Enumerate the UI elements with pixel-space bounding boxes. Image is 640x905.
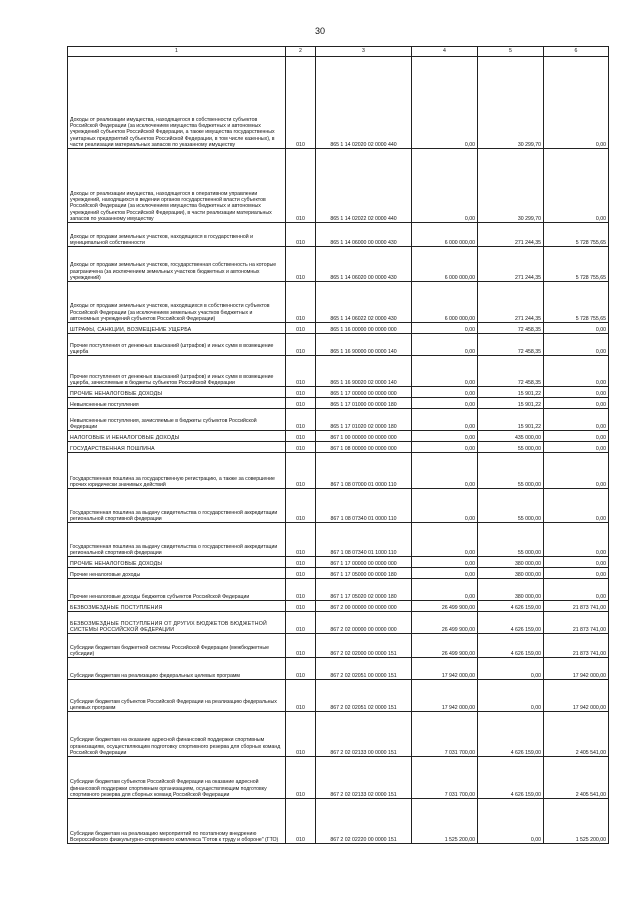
row-code: 010 [286, 57, 316, 149]
row-name: Субсидии бюджетам бюджетной системы Российской Федерации (межбюджетные субсидии) [68, 634, 286, 658]
row-unexecuted-amount: 17 942 000,00 [544, 658, 609, 680]
row-executed-amount: 380 000,00 [478, 579, 544, 601]
row-name: Прочие поступления от денежных взысканий (штрафов) и иных сумм в возмещение ущерба [68, 334, 286, 356]
row-name: Доходы от реализации имущества, находящегося в собственности субъектов Российской Федерации (за исключением имущества бюджетных и автономных учреждений субъектов Российской Федерации, а также имущества государственных унитарных предприятий субъектов Российской Федерации, в том числе казенных), в части реализации материальных запасов по указанному имуществу [68, 57, 286, 149]
row-approved-amount: 0,00 [412, 356, 478, 387]
row-executed-amount: 271 244,35 [478, 282, 544, 323]
table-row [68, 247, 609, 282]
row-unexecuted-amount: 0,00 [544, 523, 609, 557]
row-code: 010 [286, 334, 316, 356]
table-row [68, 680, 609, 712]
row-unexecuted-amount: 0,00 [544, 398, 609, 409]
table-row [68, 557, 609, 568]
row-unexecuted-amount: 0,00 [544, 568, 609, 579]
row-code: 010 [286, 247, 316, 282]
page-number: 30 [314, 26, 325, 36]
row-name: Невыясненные поступления [68, 398, 286, 409]
row-budget-code: 865 1 14 06022 02 0000 430 [316, 282, 412, 323]
row-budget-code: 867 1 08 00000 00 0000 000 [316, 442, 412, 453]
row-unexecuted-amount: 21 873 741,00 [544, 601, 609, 612]
row-executed-amount: 15 901,22 [478, 409, 544, 431]
row-code: 010 [286, 634, 316, 658]
row-approved-amount: 7 031 700,00 [412, 712, 478, 757]
column-header-4: 4 [412, 47, 478, 57]
row-name: ШТРАФЫ, САНКЦИИ, ВОЗМЕЩЕНИЕ УЩЕРБА [68, 323, 286, 334]
row-unexecuted-amount: 0,00 [544, 489, 609, 523]
row-budget-code: 867 1 17 00000 00 0000 000 [316, 557, 412, 568]
row-budget-code: 867 1 00 00000 00 0000 000 [316, 431, 412, 442]
row-unexecuted-amount: 5 728 755,65 [544, 282, 609, 323]
row-name: Государственная пошлина за выдачу свидетельства о государственной аккредитации региональной спортивной федерации [68, 489, 286, 523]
row-name: Субсидии бюджетам на реализацию федеральных целевых программ [68, 658, 286, 680]
row-name: Субсидии бюджетам субъектов Российской Федерации на реализацию федеральных целевых программ [68, 680, 286, 712]
row-budget-code: 865 1 16 00000 00 0000 000 [316, 323, 412, 334]
row-executed-amount: 15 901,22 [478, 387, 544, 398]
row-unexecuted-amount: 21 873 741,00 [544, 634, 609, 658]
header-row [68, 47, 609, 57]
row-unexecuted-amount: 0,00 [544, 334, 609, 356]
row-code: 010 [286, 799, 316, 844]
row-name: Субсидии бюджетам субъектов Российской Федерации на оказание адресной финансовой поддержки спортивным организациям, осуществляющим подготовку спортивного резерва для сборных команд Российской Федерации [68, 757, 286, 799]
table-row [68, 799, 609, 844]
row-code: 010 [286, 579, 316, 601]
table-row [68, 442, 609, 453]
row-budget-code: 867 2 02 02133 00 0000 151 [316, 712, 412, 757]
table-row [68, 387, 609, 398]
row-code: 010 [286, 568, 316, 579]
table-row [68, 489, 609, 523]
row-unexecuted-amount: 5 728 755,65 [544, 223, 609, 247]
row-executed-amount: 72 458,35 [478, 323, 544, 334]
row-approved-amount: 0,00 [412, 489, 478, 523]
table-row [68, 398, 609, 409]
row-unexecuted-amount: 0,00 [544, 149, 609, 223]
table-row [68, 612, 609, 634]
row-approved-amount: 26 499 900,00 [412, 634, 478, 658]
row-unexecuted-amount: 0,00 [544, 356, 609, 387]
row-executed-amount: 55 000,00 [478, 523, 544, 557]
table-row [68, 579, 609, 601]
row-budget-code: 867 1 08 07340 01 1000 110 [316, 523, 412, 557]
row-approved-amount: 7 031 700,00 [412, 757, 478, 799]
row-budget-code: 867 2 00 00000 00 0000 000 [316, 601, 412, 612]
row-approved-amount: 0,00 [412, 409, 478, 431]
row-code: 010 [286, 612, 316, 634]
row-unexecuted-amount: 0,00 [544, 442, 609, 453]
table-row [68, 282, 609, 323]
row-executed-amount: 271 244,35 [478, 223, 544, 247]
row-code: 010 [286, 453, 316, 489]
row-unexecuted-amount: 0,00 [544, 409, 609, 431]
table-row [68, 57, 609, 149]
row-name: Государственная пошлина за выдачу свидетельства о государственной аккредитации региональной спортивной федерации [68, 523, 286, 557]
row-code: 010 [286, 523, 316, 557]
column-header-2: 2 [286, 47, 316, 57]
row-name: Субсидии бюджетам на оказание адресной финансовой поддержки спортивным организациям, осуществляющим подготовку спортивного резерва для сборных команд Российской Федерации [68, 712, 286, 757]
row-executed-amount: 380 000,00 [478, 557, 544, 568]
table-row [68, 223, 609, 247]
row-code: 010 [286, 680, 316, 712]
row-approved-amount: 0,00 [412, 568, 478, 579]
row-executed-amount: 4 626 159,00 [478, 712, 544, 757]
row-budget-code: 867 1 08 07340 01 0000 110 [316, 489, 412, 523]
row-code: 010 [286, 431, 316, 442]
row-budget-code: 865 1 14 02022 02 0000 440 [316, 149, 412, 223]
row-executed-amount: 0,00 [478, 799, 544, 844]
row-code: 010 [286, 658, 316, 680]
table-row [68, 634, 609, 658]
column-header-1: 1 [68, 47, 286, 57]
row-executed-amount: 72 458,35 [478, 356, 544, 387]
row-unexecuted-amount: 0,00 [544, 57, 609, 149]
row-name: Доходы от реализации имущества, находящегося в оперативном управлении учреждений, находящихся в ведении органов государственной власти субъектов Российской Федерации (за исключением имущества бюджетных и автономных учреждений субъектов Российской Федерации), в части реализации материальных запасов по указанному имуществу [68, 149, 286, 223]
row-name: ГОСУДАРСТВЕННАЯ ПОШЛИНА [68, 442, 286, 453]
table-body [68, 57, 609, 844]
row-executed-amount: 30 299,70 [478, 149, 544, 223]
row-name: Прочие неналоговые доходы бюджетов субъектов Российской Федерации [68, 579, 286, 601]
row-code: 010 [286, 489, 316, 523]
row-executed-amount: 0,00 [478, 658, 544, 680]
row-name: Доходы от продажи земельных участков, государственная собственность на которые разграничена (за исключением земельных участков бюджетных и автономных учреждений) [68, 247, 286, 282]
row-code: 010 [286, 601, 316, 612]
row-code: 010 [286, 409, 316, 431]
row-unexecuted-amount: 2 405 541,00 [544, 712, 609, 757]
table-row [68, 601, 609, 612]
row-executed-amount: 4 626 159,00 [478, 634, 544, 658]
column-header-6: 6 [544, 47, 609, 57]
row-approved-amount: 1 525 200,00 [412, 799, 478, 844]
row-budget-code: 867 2 02 00000 00 0000 000 [316, 612, 412, 634]
row-budget-code: 867 1 17 05000 00 0000 180 [316, 568, 412, 579]
row-code: 010 [286, 282, 316, 323]
row-executed-amount: 271 244,35 [478, 247, 544, 282]
row-executed-amount: 380 000,00 [478, 568, 544, 579]
row-executed-amount: 15 901,22 [478, 398, 544, 409]
row-name: Невыясненные поступления, зачисляемые в бюджеты субъектов Российской Федерации [68, 409, 286, 431]
row-budget-code: 865 1 16 90000 00 0000 140 [316, 334, 412, 356]
row-unexecuted-amount: 2 405 541,00 [544, 757, 609, 799]
table-row [68, 568, 609, 579]
row-budget-code: 865 1 14 02020 02 0000 440 [316, 57, 412, 149]
row-name: БЕЗВОЗМЕЗДНЫЕ ПОСТУПЛЕНИЯ ОТ ДРУГИХ БЮДЖЕТОВ БЮДЖЕТНОЙ СИСТЕМЫ РОССИЙСКОЙ ФЕДЕРАЦИИ [68, 612, 286, 634]
row-budget-code: 867 2 02 02133 02 0000 151 [316, 757, 412, 799]
row-budget-code: 865 1 17 00000 00 0000 000 [316, 387, 412, 398]
row-name: ПРОЧИЕ НЕНАЛОГОВЫЕ ДОХОДЫ [68, 557, 286, 568]
row-approved-amount: 6 000 000,00 [412, 223, 478, 247]
table-row [68, 658, 609, 680]
row-name: Доходы от продажи земельных участков, находящихся в государственной и муниципальной собственности [68, 223, 286, 247]
row-budget-code: 867 1 17 05020 02 0000 180 [316, 579, 412, 601]
row-code: 010 [286, 323, 316, 334]
table-row [68, 712, 609, 757]
row-approved-amount: 0,00 [412, 557, 478, 568]
row-approved-amount: 0,00 [412, 453, 478, 489]
row-approved-amount: 0,00 [412, 323, 478, 334]
row-unexecuted-amount: 0,00 [544, 453, 609, 489]
row-unexecuted-amount: 0,00 [544, 431, 609, 442]
row-code: 010 [286, 387, 316, 398]
row-approved-amount: 0,00 [412, 523, 478, 557]
row-code: 010 [286, 712, 316, 757]
row-name: НАЛОГОВЫЕ И НЕНАЛОГОВЫЕ ДОХОДЫ [68, 431, 286, 442]
row-executed-amount: 4 626 159,00 [478, 601, 544, 612]
table-row [68, 523, 609, 557]
row-unexecuted-amount: 1 525 200,00 [544, 799, 609, 844]
row-code: 010 [286, 223, 316, 247]
column-header-5: 5 [478, 47, 544, 57]
row-code: 010 [286, 557, 316, 568]
row-executed-amount: 4 626 159,00 [478, 757, 544, 799]
row-executed-amount: 72 458,35 [478, 334, 544, 356]
row-code: 010 [286, 149, 316, 223]
row-budget-code: 865 1 17 01020 02 0000 180 [316, 409, 412, 431]
row-approved-amount: 26 499 900,00 [412, 601, 478, 612]
row-budget-code: 867 2 02 02000 00 0000 151 [316, 634, 412, 658]
row-executed-amount: 4 626 159,00 [478, 612, 544, 634]
row-approved-amount: 26 499 900,00 [412, 612, 478, 634]
row-budget-code: 865 1 17 01000 00 0000 180 [316, 398, 412, 409]
row-code: 010 [286, 442, 316, 453]
row-executed-amount: 435 000,00 [478, 431, 544, 442]
row-executed-amount: 55 000,00 [478, 453, 544, 489]
row-name: Прочие поступления от денежных взысканий (штрафов) и иных сумм в возмещение ущерба, зачисляемые в бюджеты субъектов Российской Федерации [68, 356, 286, 387]
row-budget-code: 867 2 02 02220 00 0000 151 [316, 799, 412, 844]
row-code: 010 [286, 757, 316, 799]
row-executed-amount: 0,00 [478, 680, 544, 712]
row-budget-code: 865 1 14 06020 00 0000 430 [316, 247, 412, 282]
row-approved-amount: 0,00 [412, 57, 478, 149]
table-row [68, 431, 609, 442]
row-approved-amount: 0,00 [412, 387, 478, 398]
row-executed-amount: 30 299,70 [478, 57, 544, 149]
report-table [67, 46, 609, 844]
row-name: Доходы от продажи земельных участков, находящихся в собственности субъектов Российской Федерации (за исключением земельных участков бюджетных и автономных учреждений субъектов Российской Федерации) [68, 282, 286, 323]
table-row [68, 409, 609, 431]
row-approved-amount: 0,00 [412, 398, 478, 409]
row-name: Государственная пошлина за государственную регистрацию, а также за совершение прочих юридически значимых действий [68, 453, 286, 489]
row-budget-code: 867 1 08 07000 01 0000 110 [316, 453, 412, 489]
row-unexecuted-amount: 21 873 741,00 [544, 612, 609, 634]
row-approved-amount: 0,00 [412, 579, 478, 601]
row-budget-code: 865 1 16 90020 02 0000 140 [316, 356, 412, 387]
row-approved-amount: 0,00 [412, 431, 478, 442]
row-executed-amount: 55 000,00 [478, 442, 544, 453]
row-unexecuted-amount: 0,00 [544, 387, 609, 398]
table-row [68, 149, 609, 223]
row-approved-amount: 0,00 [412, 149, 478, 223]
row-approved-amount: 6 000 000,00 [412, 247, 478, 282]
row-unexecuted-amount: 0,00 [544, 579, 609, 601]
row-approved-amount: 0,00 [412, 334, 478, 356]
column-header-3: 3 [316, 47, 412, 57]
row-name: БЕЗВОЗМЕЗДНЫЕ ПОСТУПЛЕНИЯ [68, 601, 286, 612]
row-unexecuted-amount: 0,00 [544, 557, 609, 568]
row-approved-amount: 0,00 [412, 442, 478, 453]
row-unexecuted-amount: 0,00 [544, 323, 609, 334]
row-approved-amount: 17 942 000,00 [412, 680, 478, 712]
row-unexecuted-amount: 17 942 000,00 [544, 680, 609, 712]
table-row [68, 323, 609, 334]
table-row [68, 356, 609, 387]
row-budget-code: 867 2 02 02051 02 0000 151 [316, 680, 412, 712]
row-code: 010 [286, 398, 316, 409]
table-row [68, 453, 609, 489]
row-name: Субсидии бюджетам на реализацию мероприятий по поэтапному внедрению Всероссийского физкультурно-спортивного комплекса "Готов к труду и обороне" (ГТО) [68, 799, 286, 844]
row-code: 010 [286, 356, 316, 387]
row-approved-amount: 6 000 000,00 [412, 282, 478, 323]
row-budget-code: 865 1 14 06000 00 0000 430 [316, 223, 412, 247]
row-approved-amount: 17 942 000,00 [412, 658, 478, 680]
row-name: Прочие неналоговые доходы [68, 568, 286, 579]
row-unexecuted-amount: 5 728 755,65 [544, 247, 609, 282]
table-row [68, 334, 609, 356]
row-name: ПРОЧИЕ НЕНАЛОГОВЫЕ ДОХОДЫ [68, 387, 286, 398]
row-budget-code: 867 2 02 02051 00 0000 151 [316, 658, 412, 680]
row-executed-amount: 55 000,00 [478, 489, 544, 523]
table-row [68, 757, 609, 799]
